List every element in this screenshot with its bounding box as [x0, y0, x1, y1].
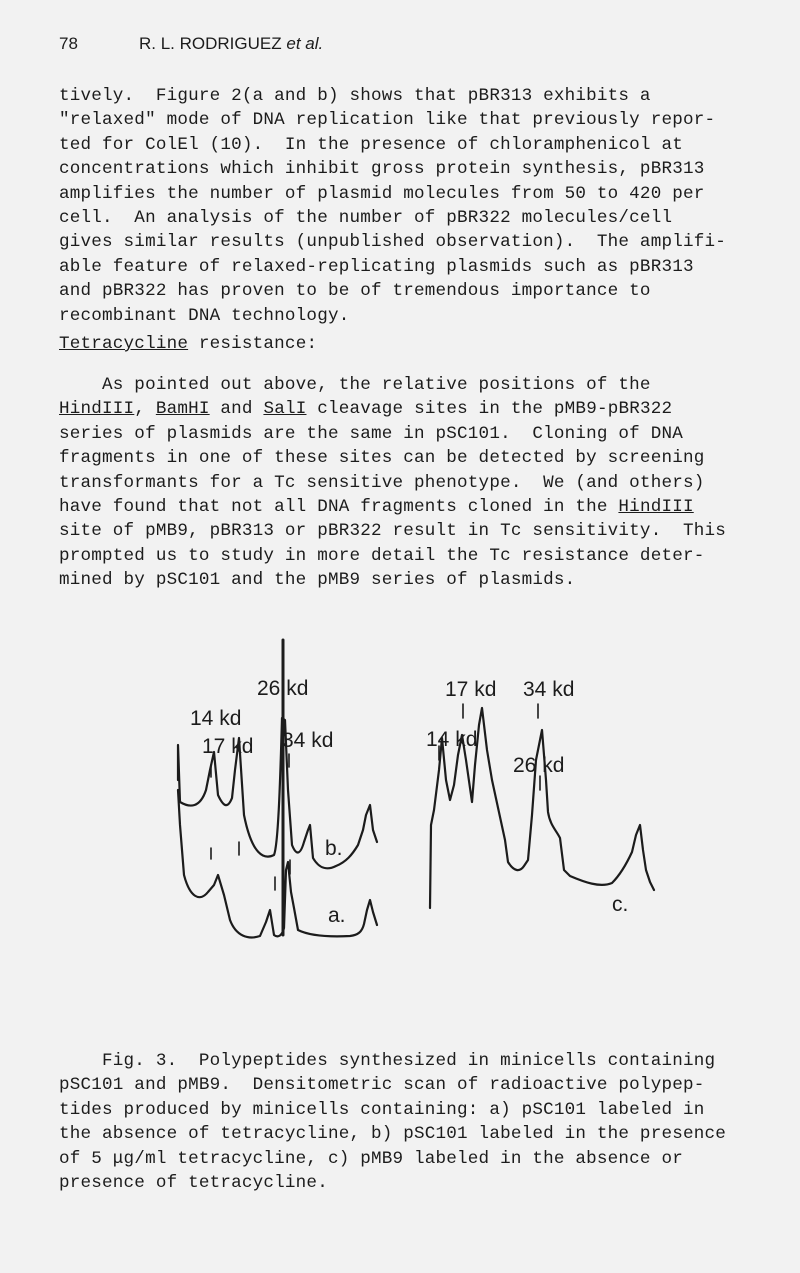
label-14kd: 14 kd — [190, 707, 242, 730]
text-line: gives similar results (unpublished observation). The amplifi- — [59, 232, 726, 253]
text-line: prompted us to study in more detail the Tc resistance deter- — [59, 545, 705, 566]
caption-line: of 5 μg/ml tetracycline, c) pMB9 labeled in the absence or — [59, 1148, 683, 1169]
label-26kd: 26 kd — [513, 754, 565, 777]
text-line: mined by pSC101 and the pMB9 series of plasmids. — [59, 570, 576, 591]
label-34kd: 34 kd — [523, 678, 575, 701]
section-heading — [59, 332, 759, 356]
caption-line: the absence of tetracycline, b) pSC101 labeled in the presence — [59, 1124, 726, 1145]
text-line: series of plasmids are the same in pSC101. Cloning of DNA — [59, 423, 683, 444]
label-26kd: 26 kd — [257, 677, 309, 700]
text-line: cell. An analysis of the number of pBR322 molecules/cell — [59, 208, 673, 229]
heading-rest: resistance: — [188, 334, 318, 354]
caption-line: Fig. 3. Polypeptides synthesized in minicells containing — [59, 1051, 716, 1071]
text-line: concentrations which inhibit gross protein synthesis, pBR313 — [59, 159, 705, 180]
text-line: transformants for a Tc sensitive phenotype. We (and others) — [59, 472, 705, 493]
text-line: fragments in one of these sites can be detected by screening — [59, 448, 705, 469]
author-name: R. L. RODRIGUEZ — [139, 34, 282, 53]
caption-line: presence of tetracycline. — [59, 1173, 328, 1194]
label-17kd: 17 kd — [202, 735, 254, 758]
enzyme-hindiii: HindIII — [59, 399, 135, 420]
paragraph-replication — [59, 84, 759, 328]
running-head-authors — [139, 34, 323, 54]
paragraph-tetracycline — [59, 373, 759, 593]
enzyme-bamhi: BamHI — [155, 399, 210, 420]
caption-line: pSC101 and pMB9. Densitometric scan of radioactive polypep- — [59, 1075, 705, 1096]
figure-caption — [59, 1049, 759, 1195]
text-line: tively. Figure 2(a and b) shows that pBR313 exhibits a — [59, 86, 651, 106]
trace-a-label: a. — [328, 904, 346, 927]
figure-3-densitometric-scans — [160, 630, 660, 960]
label-17kd: 17 kd — [445, 678, 497, 701]
trace-b-label: b. — [325, 837, 343, 860]
page-number: 78 — [59, 34, 78, 53]
text-line: "relaxed" mode of DNA replication like that previously repor- — [59, 110, 716, 131]
text-line: able feature of relaxed-replicating plasmids such as pBR313 — [59, 256, 694, 277]
enzyme-hindiii: HindIII — [618, 497, 694, 518]
label-34kd: 34 kd — [282, 729, 334, 752]
text-line: ted for ColEl (10). In the presence of chloramphenicol at — [59, 134, 683, 155]
text-line: As pointed out above, the relative positions of the — [59, 375, 651, 395]
enzyme-sali: SalI — [263, 399, 307, 420]
caption-line: tides produced by minicells containing: a) pSC101 labeled in — [59, 1099, 705, 1120]
text-line: site of pMB9, pBR313 or pBR322 result in Tc sensitivity. This — [59, 521, 726, 542]
trace-c-label: c. — [612, 893, 629, 916]
heading-underlined: Tetracycline — [59, 334, 189, 354]
label-14kd: 14 kd — [426, 728, 478, 751]
text-line: have found that not all DNA fragments cloned in the HindIII — [59, 497, 694, 518]
et-al: et al. — [286, 34, 324, 53]
text-line: amplifies the number of plasmid molecules from 50 to 420 per — [59, 183, 705, 204]
text-line: recombinant DNA technology. — [59, 305, 350, 326]
text-line: and pBR322 has proven to be of tremendous importance to — [59, 281, 651, 302]
text-line: HindIII, BamHI and SalI cleavage sites in the pMB9-pBR322 — [59, 399, 673, 420]
